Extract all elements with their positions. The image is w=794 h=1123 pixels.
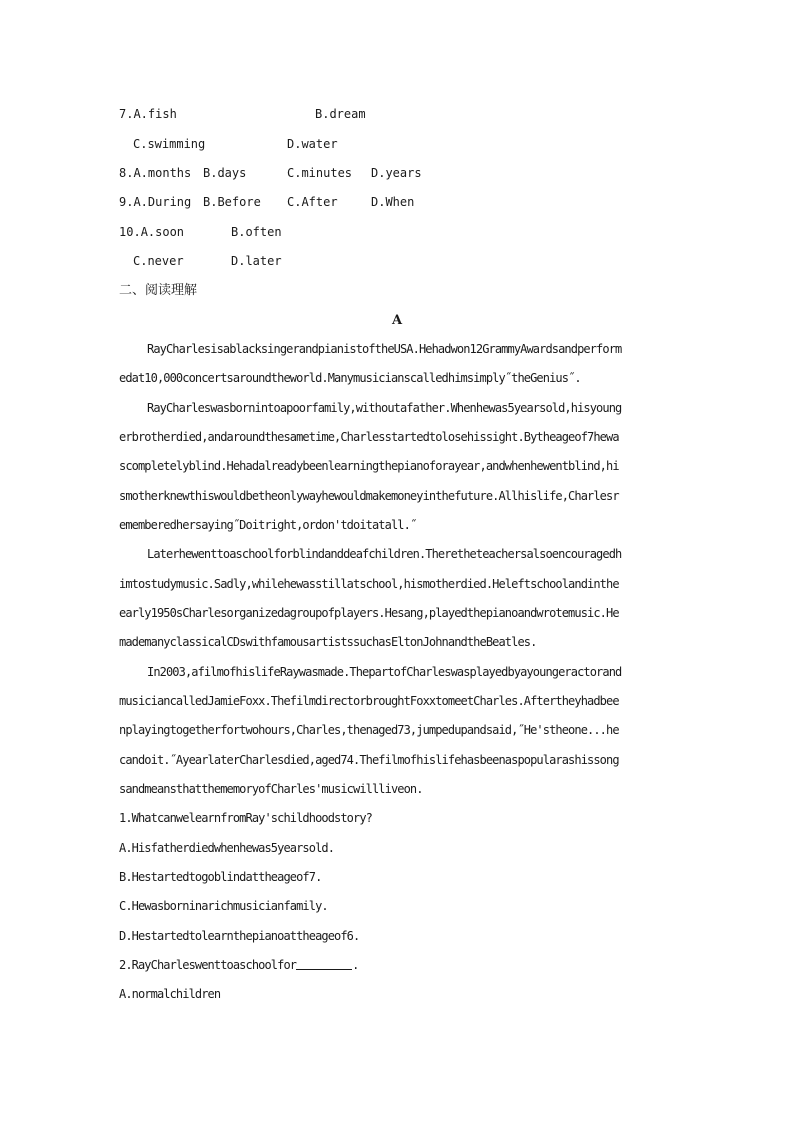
passage-line: Laterhewenttoaschoolforblindanddeafchildren.Theretheteachersalsoencouragedh bbox=[147, 547, 622, 561]
passage-line: early1950sCharlesorganizedagroupofplayers.Hesang,playedthepianoandwrotemusic.He bbox=[119, 606, 619, 620]
passage-line: candoit.˝AyearlaterCharlesdied,aged74.Thefilmofhislifehasbeenaspopularashissong bbox=[119, 753, 619, 767]
cloze-item-8 bbox=[119, 159, 679, 188]
cloze-7-option-d: D.water bbox=[287, 137, 338, 151]
cloze-item-9 bbox=[119, 188, 679, 217]
passage-line: mademanyclassicalCDswithfamousartistssuchasEltonJohnandtheBeatles. bbox=[119, 635, 537, 649]
question-1-option-c: C.Hewasborninarichmusicianfamily. bbox=[119, 899, 328, 913]
passage-line: imtostudymusic.Sadly,whilehewasstillatschool,hismotherdied.Heleftschoolandinthe bbox=[119, 577, 619, 591]
cloze-8-option-a: 8.A.months bbox=[119, 166, 192, 180]
cloze-10-option-a: 10.A.soon bbox=[119, 225, 185, 239]
cloze-8-option-b: B.days bbox=[203, 166, 247, 180]
cloze-7-option-c: C.swimming bbox=[133, 137, 206, 151]
passage-line: RayCharleswasbornintoapoorfamily,withoutafather.Whenhewas5yearsold,hisyoung bbox=[147, 401, 622, 415]
question-1-option-a: A.Hisfatherdiedwhenhewas5yearsold. bbox=[119, 841, 335, 855]
cloze-item-10-row2 bbox=[119, 247, 679, 276]
cloze-10-option-b: B.often bbox=[231, 225, 282, 239]
cloze-item-10 bbox=[119, 218, 679, 247]
passage-line: scompletelyblind.Hehadalreadybeenlearningthepianoforayear,andwhenhewentblind,hi bbox=[119, 459, 619, 473]
passage-line: smotherknewthiswouldbetheonlywayhewouldmakemoneyinthefuture.Allhislife,Charlesr bbox=[119, 489, 619, 503]
cloze-7-option-a: 7.A.fish bbox=[119, 107, 177, 121]
cloze-item-7 bbox=[119, 100, 679, 129]
question-1-option-d: D.Hestartedtolearnthepianoattheageof6. bbox=[119, 929, 360, 943]
passage-line: sandmeansthatthememoryofCharles'musicwillliveon. bbox=[119, 782, 423, 796]
cloze-8-option-c: C.minutes bbox=[287, 166, 353, 180]
passage-line: erbrotherdied,andaroundthesametime,Charlesstartedtolosehissight.Bytheageof7hewa bbox=[119, 430, 619, 444]
cloze-item-7-row2 bbox=[119, 130, 679, 159]
question-2-stem: 2.RayCharleswenttoaschoolfor . bbox=[119, 951, 679, 980]
cloze-10-option-c: C.never bbox=[133, 254, 184, 268]
passage-line: RayCharlesisablacksingerandpianistoftheUSA.Hehadwon12GrammyAwardsandperform bbox=[147, 342, 622, 356]
question-1-stem: 1.WhatcanwelearnfromRay'schildhoodstory? bbox=[119, 811, 372, 825]
cloze-7-option-b: B.dream bbox=[315, 107, 366, 121]
passage-line: edat10,000concertsaroundtheworld.Manymusicianscalledhimsimply˝theGenius˝. bbox=[119, 371, 581, 385]
question-1-option-b: B.Hestartedtogoblindattheageof7. bbox=[119, 870, 322, 884]
passage-line: ememberedhersaying˝Doitright,ordon'tdoitatall.˝ bbox=[119, 518, 417, 532]
question-2-option-a: A.normalchildren bbox=[119, 987, 221, 1001]
section-heading: 二、阅读理解 bbox=[119, 283, 198, 298]
passage-line: nplayingtogetherfortwohours,Charles,thenaged73,jumpedupandsaid,˝He'stheone...he bbox=[119, 723, 619, 737]
passage-title: A bbox=[391, 313, 403, 328]
cloze-9-option-c: C.After bbox=[287, 195, 338, 209]
passage-line: In2003,afilmofhislifeRaywasmade.ThepartofCharleswasplayedbyayoungeractorand bbox=[147, 665, 622, 679]
cloze-9-option-a: 9.A.During bbox=[119, 195, 192, 209]
cloze-9-option-b: B.Before bbox=[203, 195, 261, 209]
passage-line: musiciancalledJamieFoxx.ThefilmdirectorbroughtFoxxtomeetCharles.Aftertheyhadbee bbox=[119, 694, 619, 708]
cloze-10-option-d: D.later bbox=[231, 254, 282, 268]
cloze-8-option-d: D.years bbox=[371, 166, 422, 180]
cloze-9-option-d: D.When bbox=[371, 195, 415, 209]
answer-blank bbox=[296, 955, 352, 970]
